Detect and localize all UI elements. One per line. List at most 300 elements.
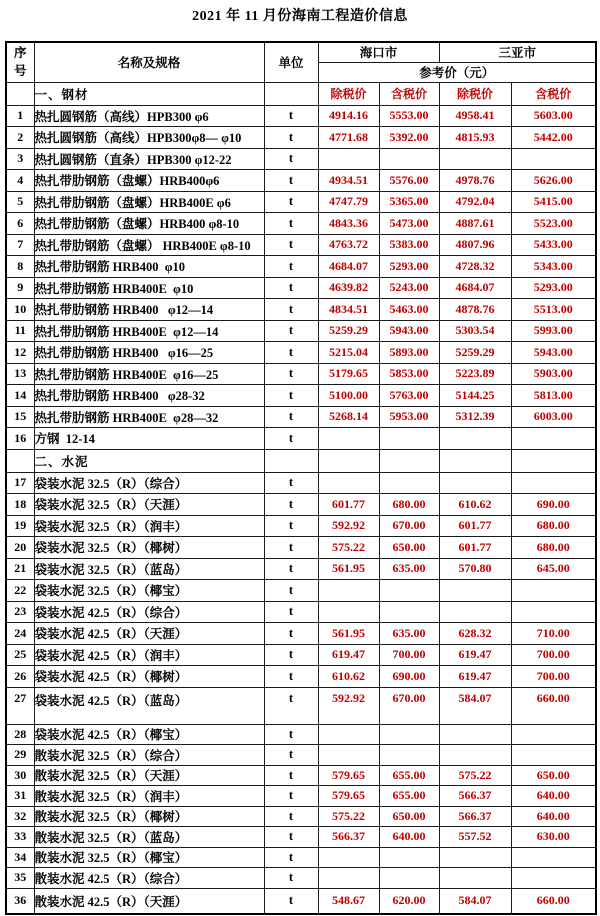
price-cell <box>379 472 439 494</box>
price-cell <box>439 847 511 868</box>
price-cell: 5259.29 <box>439 342 511 364</box>
price-cell: 575.22 <box>318 537 379 559</box>
table-row <box>6 320 596 342</box>
price-cell <box>511 868 596 889</box>
unit-cell: t <box>264 724 318 745</box>
price-label-cell: 除税价 <box>439 82 511 105</box>
price-cell: 4843.36 <box>318 213 379 235</box>
serial-cell: 13 <box>6 363 34 385</box>
unit-cell: t <box>264 623 318 645</box>
price-cell: 5100.00 <box>318 385 379 407</box>
item-name-cell: 热扎带肋钢筋（盘螺） HRB400E φ8-10 <box>34 234 264 256</box>
price-cell: 4639.82 <box>318 277 379 299</box>
section-row <box>6 82 596 105</box>
table-row <box>6 724 596 745</box>
price-cell: 5383.00 <box>379 234 439 256</box>
price-cell <box>379 745 439 766</box>
table-row <box>6 191 596 213</box>
item-name-cell: 散装水泥 32.5（R）（润丰） <box>34 786 264 807</box>
item-name-cell: 热扎圆钢筋（直条）HPB300 φ12-22 <box>34 148 264 170</box>
price-cell: 5576.00 <box>379 170 439 192</box>
price-cell: 628.32 <box>439 623 511 645</box>
table-row <box>6 472 596 494</box>
item-name-cell: 袋装水泥 42.5（R）（综合） <box>34 601 264 623</box>
table-row <box>6 623 596 645</box>
column-header-name: 名称及规格 <box>34 42 264 82</box>
table-row <box>6 363 596 385</box>
price-cell <box>439 428 511 450</box>
price-cell <box>511 745 596 766</box>
price-cell <box>439 148 511 170</box>
unit-cell: t <box>264 105 318 127</box>
price-cell: 5523.00 <box>511 213 596 235</box>
item-name-cell: 袋装水泥 32.5（R）（综合） <box>34 472 264 494</box>
price-cell: 584.07 <box>439 888 511 914</box>
unit-cell: t <box>264 666 318 688</box>
item-name-cell: 袋装水泥 42.5（R）（蓝岛） <box>34 687 264 724</box>
item-name-cell: 热扎带肋钢筋 HRB400 φ16—25 <box>34 342 264 364</box>
price-cell: 601.77 <box>439 515 511 537</box>
price-label-cell: 含税价 <box>379 82 439 105</box>
price-cell: 4815.93 <box>439 127 511 149</box>
price-cell: 4792.04 <box>439 191 511 213</box>
price-cell <box>379 601 439 623</box>
price-label-cell: 除税价 <box>318 82 379 105</box>
item-name-cell: 袋装水泥 32.5（R）（润丰） <box>34 515 264 537</box>
price-cell: 690.00 <box>511 494 596 516</box>
price-cell: 5312.39 <box>439 406 511 428</box>
table-row <box>6 277 596 299</box>
unit-cell <box>264 82 318 105</box>
table-row <box>6 515 596 537</box>
price-cell <box>439 601 511 623</box>
price-cell: 690.00 <box>379 666 439 688</box>
table-row <box>6 687 596 724</box>
price-cell <box>379 428 439 450</box>
price-cell <box>511 601 596 623</box>
section-row <box>6 449 596 472</box>
table-row <box>6 537 596 559</box>
table-row <box>6 342 596 364</box>
item-name-cell: 方钢 12-14 <box>34 428 264 450</box>
unit-cell: t <box>264 148 318 170</box>
unit-cell: t <box>264 363 318 385</box>
price-cell: 655.00 <box>379 786 439 807</box>
table-row <box>6 868 596 889</box>
table-row <box>6 213 596 235</box>
serial-cell: 3 <box>6 148 34 170</box>
item-name-cell: 热扎带肋钢筋 HRB400 φ28-32 <box>34 385 264 407</box>
unit-cell: t <box>264 806 318 827</box>
table-row <box>6 765 596 786</box>
unit-cell: t <box>264 827 318 848</box>
section-label: 二、水泥 <box>34 449 264 472</box>
price-cell: 5179.65 <box>318 363 379 385</box>
unit-cell: t <box>264 847 318 868</box>
price-cell: 619.47 <box>318 644 379 666</box>
unit-cell: t <box>264 299 318 321</box>
price-cell: 4747.79 <box>318 191 379 213</box>
unit-cell: t <box>264 745 318 766</box>
price-cell: 635.00 <box>379 623 439 645</box>
price-cell: 5442.00 <box>511 127 596 149</box>
item-name-cell: 热扎带肋钢筋（盘螺）HRB400E φ6 <box>34 191 264 213</box>
price-cell: 561.95 <box>318 558 379 580</box>
price-cell: 620.00 <box>379 888 439 914</box>
price-cell: 5433.00 <box>511 234 596 256</box>
price-cell: 561.95 <box>318 623 379 645</box>
price-cell: 5223.89 <box>439 363 511 385</box>
item-name-cell: 热扎带肋钢筋 HRB400E φ28—32 <box>34 406 264 428</box>
table-row <box>6 786 596 807</box>
price-cell: 557.52 <box>439 827 511 848</box>
serial-cell: 33 <box>6 827 34 848</box>
serial-cell: 22 <box>6 580 34 602</box>
price-cell: 655.00 <box>379 765 439 786</box>
item-name-cell: 袋装水泥 42.5（R）（润丰） <box>34 644 264 666</box>
price-cell: 4684.07 <box>318 256 379 278</box>
item-name-cell: 热扎带肋钢筋 HRB400 φ10 <box>34 256 264 278</box>
unit-cell: t <box>264 494 318 516</box>
unit-cell: t <box>264 342 318 364</box>
price-cell: 610.62 <box>318 666 379 688</box>
serial-cell: 7 <box>6 234 34 256</box>
table-row <box>6 847 596 868</box>
price-cell: 592.92 <box>318 687 379 724</box>
serial-cell: 32 <box>6 806 34 827</box>
price-cell: 5553.00 <box>379 105 439 127</box>
price-label-cell <box>379 449 439 472</box>
item-name-cell: 热扎带肋钢筋 HRB400 φ12—14 <box>34 299 264 321</box>
item-name-cell: 热扎带肋钢筋（盘螺）HRB400 φ8-10 <box>34 213 264 235</box>
item-name-cell: 散装水泥 42.5（R）（天涯） <box>34 888 264 914</box>
price-cell: 4807.96 <box>439 234 511 256</box>
table-row <box>6 256 596 278</box>
serial-header-line2: 号 <box>13 64 27 79</box>
price-cell: 584.07 <box>439 687 511 724</box>
page-title: 2021 年 11 月份海南工程造价信息 <box>192 9 408 24</box>
price-cell: 5943.00 <box>379 320 439 342</box>
price-cell: 5813.00 <box>511 385 596 407</box>
price-cell: 5473.00 <box>379 213 439 235</box>
serial-cell: 15 <box>6 406 34 428</box>
price-cell: 5853.00 <box>379 363 439 385</box>
serial-cell: 18 <box>6 494 34 516</box>
price-cell: 610.62 <box>439 494 511 516</box>
column-header-city-haikou: 海口市 <box>318 42 439 62</box>
price-cell: 5993.00 <box>511 320 596 342</box>
price-cell <box>439 868 511 889</box>
serial-cell: 21 <box>6 558 34 580</box>
unit-cell: t <box>264 558 318 580</box>
item-name-cell: 热扎带肋钢筋 HRB400E φ16—25 <box>34 363 264 385</box>
price-cell: 680.00 <box>511 537 596 559</box>
table-row <box>6 148 596 170</box>
price-cell: 5463.00 <box>379 299 439 321</box>
price-cell: 5303.54 <box>439 320 511 342</box>
price-cell: 670.00 <box>379 515 439 537</box>
price-cell: 4684.07 <box>439 277 511 299</box>
price-cell: 635.00 <box>379 558 439 580</box>
price-cell: 660.00 <box>511 888 596 914</box>
price-cell: 5215.04 <box>318 342 379 364</box>
price-cell: 670.00 <box>379 687 439 724</box>
item-name-cell: 袋装水泥 42.5（R）（椰宝） <box>34 724 264 745</box>
price-cell <box>511 724 596 745</box>
price-cell <box>379 148 439 170</box>
unit-cell: t <box>264 868 318 889</box>
price-cell: 700.00 <box>511 666 596 688</box>
price-cell <box>511 580 596 602</box>
price-cell: 4834.51 <box>318 299 379 321</box>
price-cell: 660.00 <box>511 687 596 724</box>
price-cell <box>511 847 596 868</box>
serial-header-line1: 序 <box>13 46 27 61</box>
price-cell: 4887.61 <box>439 213 511 235</box>
unit-cell: t <box>264 786 318 807</box>
unit-cell: t <box>264 601 318 623</box>
price-cell <box>318 148 379 170</box>
serial-cell: 25 <box>6 644 34 666</box>
table-row <box>6 105 596 127</box>
serial-cell: 11 <box>6 320 34 342</box>
price-cell <box>439 724 511 745</box>
item-name-cell: 热扎带肋钢筋 HRB400E φ10 <box>34 277 264 299</box>
price-cell <box>318 724 379 745</box>
item-name-cell: 袋装水泥 32.5（R）（天涯） <box>34 494 264 516</box>
serial-cell: 31 <box>6 786 34 807</box>
unit-cell: t <box>264 213 318 235</box>
price-cell: 5893.00 <box>379 342 439 364</box>
price-cell: 640.00 <box>511 786 596 807</box>
table-row <box>6 494 596 516</box>
price-cell: 5144.25 <box>439 385 511 407</box>
price-cell: 4878.76 <box>439 299 511 321</box>
column-header-city-sanya: 三亚市 <box>439 42 596 62</box>
serial-cell: 2 <box>6 127 34 149</box>
price-cell: 5365.00 <box>379 191 439 213</box>
price-cell: 5293.00 <box>379 256 439 278</box>
price-cell <box>511 472 596 494</box>
price-cell: 640.00 <box>511 806 596 827</box>
serial-cell: 23 <box>6 601 34 623</box>
price-cell: 566.37 <box>439 786 511 807</box>
item-name-cell: 袋装水泥 32.5（R）（椰树） <box>34 537 264 559</box>
column-header-reference-price: 参考价（元） <box>318 62 596 82</box>
column-header-serial <box>6 42 34 82</box>
price-cell <box>318 472 379 494</box>
table-row <box>6 428 596 450</box>
price-cell: 4771.68 <box>318 127 379 149</box>
price-cell: 5415.00 <box>511 191 596 213</box>
table-row <box>6 170 596 192</box>
serial-cell <box>6 449 34 472</box>
table-row <box>6 601 596 623</box>
column-header-unit: 单位 <box>264 42 318 82</box>
unit-cell: t <box>264 888 318 914</box>
serial-cell: 24 <box>6 623 34 645</box>
table-row <box>6 806 596 827</box>
price-cell: 5626.00 <box>511 170 596 192</box>
item-name-cell: 袋装水泥 42.5（R）（椰树） <box>34 666 264 688</box>
price-cell: 570.80 <box>439 558 511 580</box>
price-cell: 601.77 <box>318 494 379 516</box>
table-row <box>6 127 596 149</box>
serial-cell <box>6 82 34 105</box>
item-name-cell: 散装水泥 32.5（R）（综合） <box>34 745 264 766</box>
price-cell: 579.65 <box>318 786 379 807</box>
unit-cell: t <box>264 170 318 192</box>
price-cell <box>318 745 379 766</box>
item-name-cell: 散装水泥 32.5（R）（天涯） <box>34 765 264 786</box>
price-cell <box>439 580 511 602</box>
price-cell: 5392.00 <box>379 127 439 149</box>
table-row <box>6 299 596 321</box>
serial-cell: 20 <box>6 537 34 559</box>
price-cell: 5953.00 <box>379 406 439 428</box>
price-cell: 5343.00 <box>511 256 596 278</box>
section-label: 一、钢材 <box>34 82 264 105</box>
serial-cell: 19 <box>6 515 34 537</box>
serial-cell: 9 <box>6 277 34 299</box>
unit-cell: t <box>264 580 318 602</box>
unit-cell: t <box>264 687 318 724</box>
item-name-cell: 散装水泥 32.5（R）（椰树） <box>34 806 264 827</box>
price-cell <box>379 724 439 745</box>
serial-cell: 10 <box>6 299 34 321</box>
price-cell: 566.37 <box>439 806 511 827</box>
table-row <box>6 644 596 666</box>
unit-cell: t <box>264 644 318 666</box>
unit-cell: t <box>264 765 318 786</box>
unit-cell: t <box>264 320 318 342</box>
unit-cell: t <box>264 472 318 494</box>
serial-cell: 14 <box>6 385 34 407</box>
price-cell: 4934.51 <box>318 170 379 192</box>
price-cell: 640.00 <box>379 827 439 848</box>
price-cell: 4914.16 <box>318 105 379 127</box>
unit-cell: t <box>264 406 318 428</box>
price-cell: 601.77 <box>439 537 511 559</box>
table-row <box>6 888 596 914</box>
price-cell: 5293.00 <box>511 277 596 299</box>
price-cell: 4763.72 <box>318 234 379 256</box>
price-cell: 5243.00 <box>379 277 439 299</box>
price-cell: 5943.00 <box>511 342 596 364</box>
table-row <box>6 406 596 428</box>
price-cell <box>439 472 511 494</box>
price-cell: 680.00 <box>379 494 439 516</box>
serial-cell: 28 <box>6 724 34 745</box>
unit-cell <box>264 449 318 472</box>
price-cell: 619.47 <box>439 644 511 666</box>
price-cell: 710.00 <box>511 623 596 645</box>
serial-cell: 5 <box>6 191 34 213</box>
serial-cell: 29 <box>6 745 34 766</box>
price-cell: 5268.14 <box>318 406 379 428</box>
price-cell: 650.00 <box>379 537 439 559</box>
price-cell <box>439 745 511 766</box>
serial-cell: 26 <box>6 666 34 688</box>
serial-cell: 36 <box>6 888 34 914</box>
price-cell <box>511 148 596 170</box>
price-label-cell <box>439 449 511 472</box>
price-cell: 700.00 <box>379 644 439 666</box>
serial-cell: 6 <box>6 213 34 235</box>
price-cell <box>379 868 439 889</box>
price-cell: 630.00 <box>511 827 596 848</box>
unit-cell: t <box>264 234 318 256</box>
serial-cell: 27 <box>6 687 34 724</box>
table-header <box>6 42 596 82</box>
price-cell: 579.65 <box>318 765 379 786</box>
price-cell: 5259.29 <box>318 320 379 342</box>
unit-cell: t <box>264 385 318 407</box>
price-cell: 645.00 <box>511 558 596 580</box>
unit-cell: t <box>264 277 318 299</box>
table-row <box>6 745 596 766</box>
item-name-cell: 散装水泥 42.5（R）（综合） <box>34 868 264 889</box>
price-cell: 575.22 <box>318 806 379 827</box>
price-cell: 650.00 <box>511 765 596 786</box>
serial-cell: 34 <box>6 847 34 868</box>
item-name-cell: 散装水泥 32.5（R）（蓝岛） <box>34 827 264 848</box>
price-cell: 5763.00 <box>379 385 439 407</box>
header-row-cities <box>6 42 596 62</box>
price-cell: 4958.41 <box>439 105 511 127</box>
price-cell: 5603.00 <box>511 105 596 127</box>
item-name-cell: 热扎圆钢筋（高线）HPB300 φ6 <box>34 105 264 127</box>
price-cell <box>511 428 596 450</box>
price-cell <box>318 601 379 623</box>
item-name-cell: 袋装水泥 32.5（R）（椰宝） <box>34 580 264 602</box>
price-table <box>5 41 597 915</box>
price-cell <box>318 580 379 602</box>
item-name-cell: 袋装水泥 32.5（R）（蓝岛） <box>34 558 264 580</box>
table-body <box>6 82 596 914</box>
table-row <box>6 558 596 580</box>
price-cell: 6003.00 <box>511 406 596 428</box>
unit-cell: t <box>264 537 318 559</box>
table-row <box>6 385 596 407</box>
unit-cell: t <box>264 127 318 149</box>
item-name-cell: 散装水泥 32.5（R）（椰宝） <box>34 847 264 868</box>
table-row <box>6 580 596 602</box>
price-label-cell: 含税价 <box>511 82 596 105</box>
price-cell: 548.67 <box>318 888 379 914</box>
item-name-cell: 热扎带肋钢筋（盘螺）HRB400φ6 <box>34 170 264 192</box>
price-cell <box>379 580 439 602</box>
price-cell: 566.37 <box>318 827 379 848</box>
price-cell: 5513.00 <box>511 299 596 321</box>
unit-cell: t <box>264 191 318 213</box>
serial-cell: 16 <box>6 428 34 450</box>
table-row <box>6 827 596 848</box>
price-cell <box>318 868 379 889</box>
serial-cell: 35 <box>6 868 34 889</box>
item-name-cell: 袋装水泥 42.5（R）（天涯） <box>34 623 264 645</box>
price-cell: 619.47 <box>439 666 511 688</box>
table-row <box>6 234 596 256</box>
serial-cell: 4 <box>6 170 34 192</box>
price-cell: 5903.00 <box>511 363 596 385</box>
item-name-cell: 热扎带肋钢筋 HRB400E φ12—14 <box>34 320 264 342</box>
serial-cell: 8 <box>6 256 34 278</box>
price-cell <box>379 847 439 868</box>
table-row <box>6 666 596 688</box>
price-cell <box>318 428 379 450</box>
price-cell: 680.00 <box>511 515 596 537</box>
